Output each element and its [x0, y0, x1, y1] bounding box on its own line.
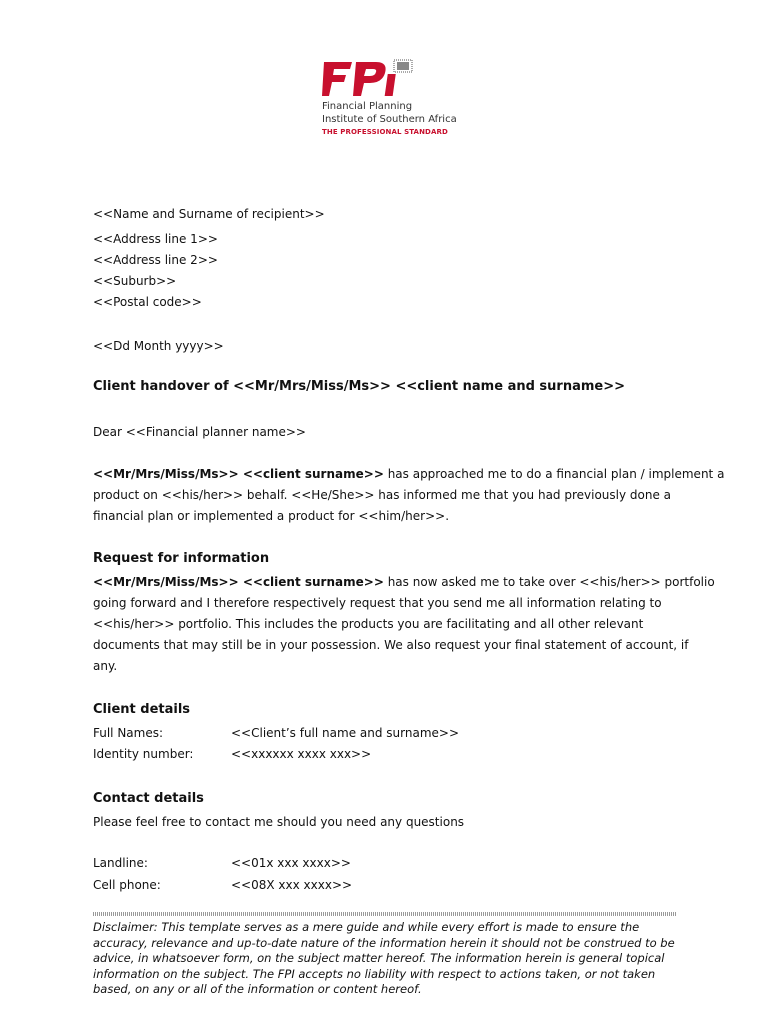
intro-line-1-rest: has approached me to do a financial plan / implement a [383, 467, 725, 481]
fpi-logo-mark [322, 58, 418, 98]
fpi-logo [322, 58, 457, 138]
letter-date: <<Dd Month yyyy>> [93, 339, 224, 353]
logo-org-line2: Institute of Southern Africa [322, 114, 457, 125]
disclaimer-divider [93, 912, 677, 916]
logo-tagline: THE PROFESSIONAL STANDARD [322, 128, 448, 136]
address-line-1: <<Address line 1>> [93, 232, 218, 246]
request-line-1-rest: has now asked me to take over <<his/her>> portfolio [383, 575, 715, 589]
full-names-value: <<Client’s full name and surname>> [231, 726, 459, 740]
full-names-label: Full Names: [93, 726, 164, 740]
intro-line-3: financial plan or implemented a product for <<him/her>>. [93, 509, 450, 523]
request-line-2: going forward and I therefore respectively request that you send me all information relating to [93, 596, 662, 610]
salutation: Dear <<Financial planner name>> [93, 425, 306, 439]
cell-phone-value: <<08X xxx xxxx>> [231, 878, 353, 892]
contact-intro: Please feel free to contact me should you need any questions [93, 815, 465, 829]
intro-line-2: product on <<his/her>> behalf. <<He/She>> has informed me that you had previously done a [93, 488, 672, 502]
address-line-2: <<Address line 2>> [93, 253, 218, 267]
subject-heading: Client handover of <<Mr/Mrs/Miss/Ms>> <<client name and surname>> [93, 379, 626, 394]
cell-phone-label: Cell phone: [93, 878, 161, 892]
contact-details-heading: Contact details [93, 791, 204, 806]
recipient-name: <<Name and Surname of recipient>> [93, 207, 325, 221]
landline-value: <<01x xxx xxxx>> [231, 856, 351, 870]
request-line-3: <<his/her>> portfolio. This includes the products you are facilitating and all other relevant [93, 617, 644, 631]
postal-code: <<Postal code>> [93, 295, 202, 309]
landline-label: Landline: [93, 856, 148, 870]
logo-org-line1: Financial Planning [322, 101, 413, 112]
client-details-heading: Client details [93, 702, 191, 717]
request-line-5: any. [93, 659, 118, 673]
request-heading: Request for information [93, 551, 270, 566]
disclaimer-text: Disclaimer: This template serves as a mere guide and while every effort is made to ensure the accuracy, relevance and up-to-date nature of the information herein it should not be construed to be advice, in whatsoever form, on the subject matter hereof. The information herein is general topical information on the subject. The FPI accepts no liability with respect to actions taken, or not taken based, on any or all of the information or content hereof. [93, 920, 675, 996]
identity-number-label: Identity number: [93, 747, 194, 761]
identity-number-value: <<xxxxxx xxxx xxx>> [231, 747, 372, 761]
intro-client-bold: <<Mr/Mrs/Miss/Ms>> <<client surname>> [93, 467, 384, 481]
suburb: <<Suburb>> [93, 274, 177, 288]
request-client-bold: <<Mr/Mrs/Miss/Ms>> <<client surname>> [93, 575, 384, 589]
request-line-1 [93, 575, 715, 589]
intro-line-1 [93, 467, 724, 481]
request-line-4: documents that may still be in your possession. We also request your final statement of account, if [93, 638, 689, 652]
